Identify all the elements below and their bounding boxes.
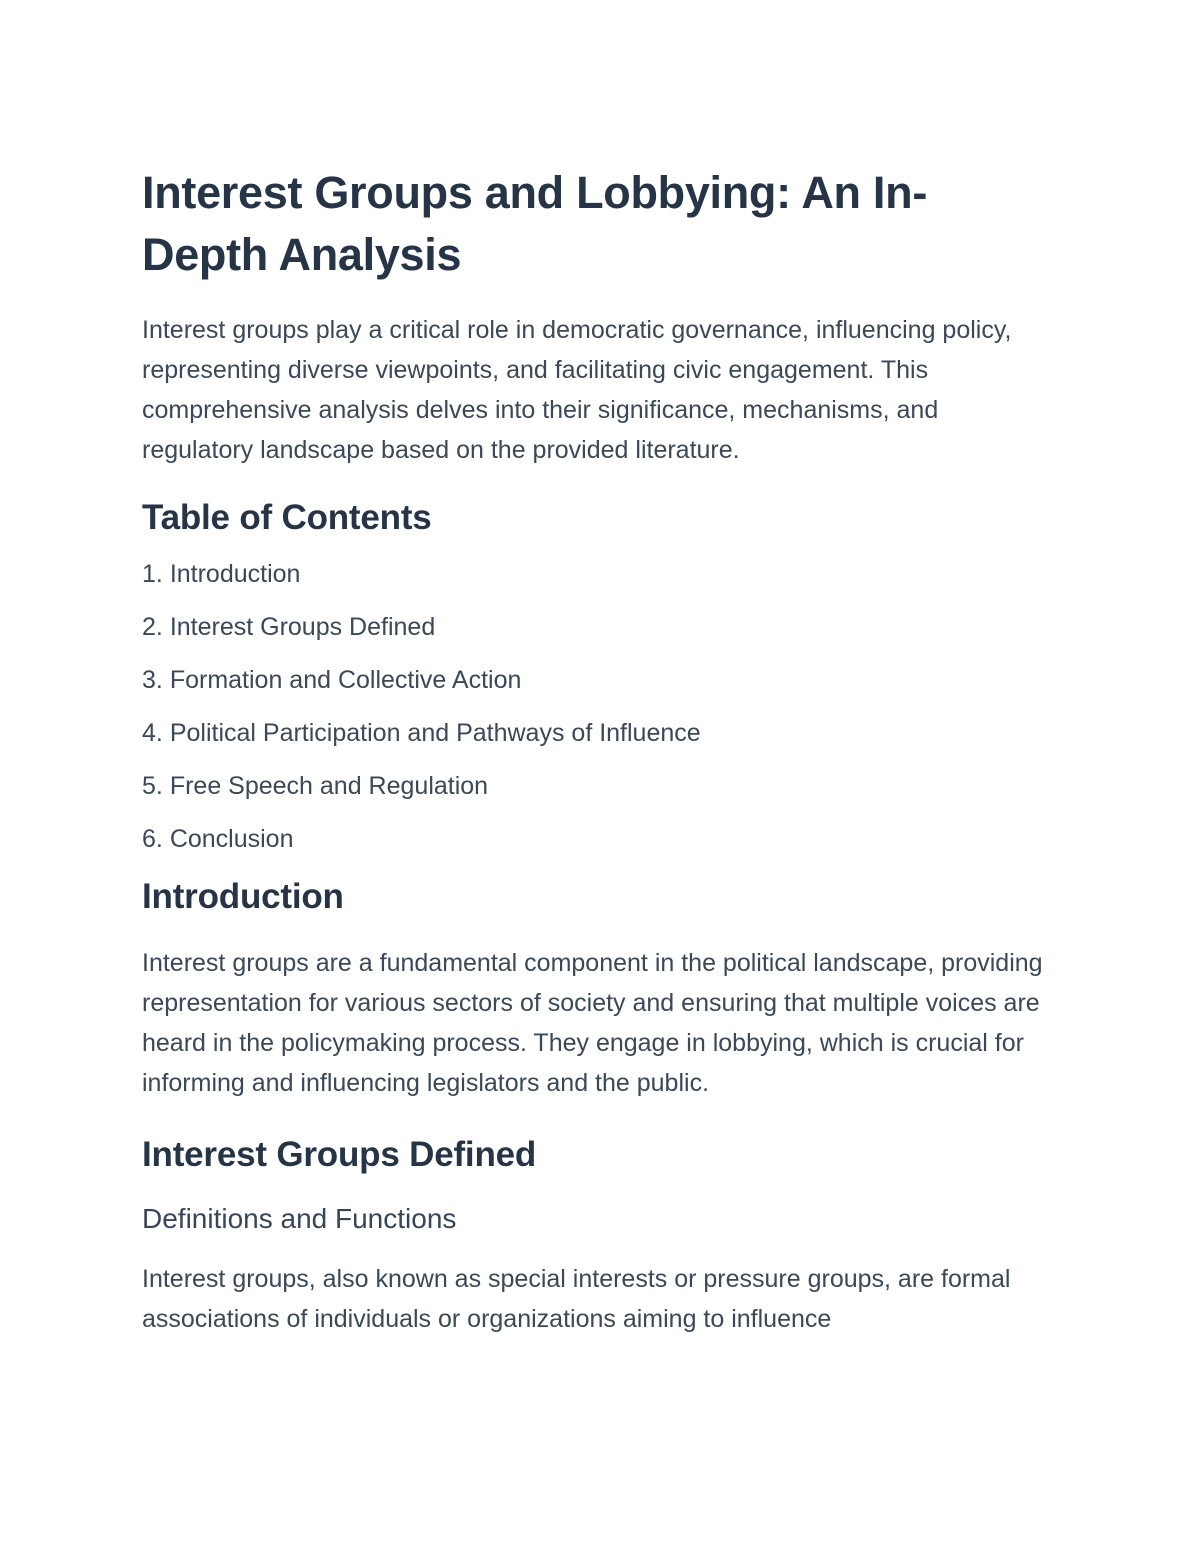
toc-item-label: Introduction	[169, 560, 301, 588]
toc-item-political-participation[interactable]	[142, 715, 1052, 768]
toc-item-label: Political Participation and Pathways of Influence	[169, 719, 701, 747]
toc-item-number: 2.	[142, 613, 163, 641]
table-of-contents	[142, 556, 1052, 861]
toc-item-label: Formation and Collective Action	[169, 666, 522, 694]
toc-heading: Table of Contents	[142, 498, 432, 537]
toc-item-interest-groups-defined[interactable]	[142, 609, 1052, 662]
intro-paragraph: Interest groups play a critical role in democratic governance, influencing policy, representing diverse viewpoints, and facilitating civic engagement. This comprehensive analysis delves into their significance, mechanisms, and regulatory landscape based on the provided literature.	[142, 316, 1012, 464]
toc-item-number: 1.	[142, 560, 163, 588]
toc-item-number: 3.	[142, 666, 163, 694]
toc-item-number: 6.	[142, 825, 163, 853]
toc-item-label: Conclusion	[169, 825, 294, 853]
toc-item-label: Interest Groups Defined	[169, 613, 436, 641]
introduction-heading: Introduction	[142, 877, 344, 916]
toc-item-label: Free Speech and Regulation	[169, 772, 489, 800]
toc-item-introduction[interactable]	[142, 556, 1052, 609]
interest-groups-defined-heading: Interest Groups Defined	[142, 1135, 537, 1174]
definitions-paragraph: Interest groups, also known as special interests or pressure groups, are formal associations of individuals or organizations aiming to influence	[142, 1265, 1011, 1333]
toc-item-number: 4.	[142, 719, 163, 747]
document-title: Interest Groups and Lobbying: An In-Depth Analysis	[142, 167, 928, 280]
toc-item-formation[interactable]	[142, 662, 1052, 715]
toc-item-conclusion[interactable]	[142, 821, 1052, 861]
introduction-paragraph: Interest groups are a fundamental component in the political landscape, providing representation for various sectors of society and ensuring that multiple voices are heard in the policymaking process. They engage in lobbying, which is crucial for informing and influencing legislators and the public.	[142, 949, 1043, 1097]
toc-item-free-speech[interactable]	[142, 768, 1052, 821]
document-page	[142, 162, 1052, 1339]
definitions-functions-subheading: Definitions and Functions	[142, 1203, 457, 1234]
toc-item-number: 5.	[142, 772, 163, 800]
